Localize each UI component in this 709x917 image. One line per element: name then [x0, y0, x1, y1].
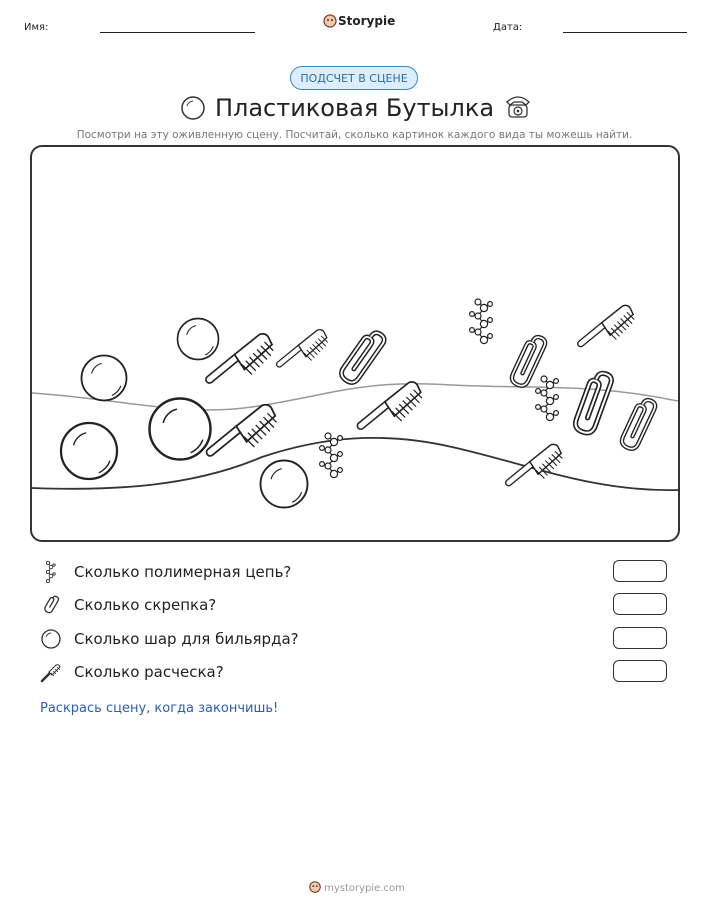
question-text: Сколько расческа?	[74, 663, 224, 681]
question-billiard-ball	[40, 627, 680, 653]
paperclip	[338, 328, 386, 386]
polymer-chain-icon	[40, 561, 62, 583]
date-line[interactable]	[563, 32, 687, 33]
billiard-ball	[82, 356, 127, 401]
paperclip-icon	[40, 594, 62, 616]
instructions: Посмотри на эту оживленную сцену. Посчитай, сколько картинок каждого вида ты можешь найти.	[76, 129, 633, 141]
polymer-chain	[320, 433, 343, 478]
brand-logo	[322, 13, 396, 31]
polymer-chain	[536, 376, 559, 421]
counting-scene	[30, 145, 680, 542]
comb-icon	[40, 661, 62, 683]
footer-url[interactable]: mystorypie.com	[324, 883, 405, 894]
page-title: Пластиковая Бутылка	[214, 94, 495, 122]
answer-box[interactable]	[613, 560, 667, 582]
question-paperclip	[40, 593, 680, 619]
question-text: Сколько полимерная цепь?	[74, 563, 292, 581]
comb	[581, 305, 635, 343]
answer-box[interactable]	[613, 660, 667, 682]
name-label: Имя:	[24, 22, 49, 33]
comb	[210, 405, 276, 452]
question-comb	[40, 660, 680, 686]
question-text: Сколько шар для бильярда?	[74, 630, 299, 648]
answer-box[interactable]	[613, 593, 667, 615]
question-polymer-chain	[40, 560, 680, 586]
date-label: Дата:	[493, 22, 523, 33]
answer-box[interactable]	[613, 627, 667, 649]
paperclip	[620, 396, 657, 451]
coloring-note: Раскрась сцену, когда закончишь!	[40, 701, 279, 716]
polymer-chain	[470, 299, 493, 344]
activity-badge: ПОДСЧЕТ В СЦЕНЕ	[290, 66, 418, 90]
billiard-ball	[61, 423, 117, 479]
comb	[279, 330, 327, 365]
billiard-ball	[150, 399, 211, 460]
billiard-ball	[261, 461, 308, 508]
storypie-logo-icon	[322, 13, 338, 29]
scene-drawing	[32, 147, 678, 540]
telephone-icon	[503, 92, 533, 120]
paperclip	[573, 370, 613, 436]
brand-name: Storypie	[338, 14, 396, 28]
billiard-ball	[178, 319, 219, 360]
question-text: Сколько скрепка?	[74, 596, 217, 614]
comb	[361, 382, 422, 426]
name-line[interactable]	[100, 32, 255, 33]
billiard-ball-icon	[40, 628, 62, 650]
